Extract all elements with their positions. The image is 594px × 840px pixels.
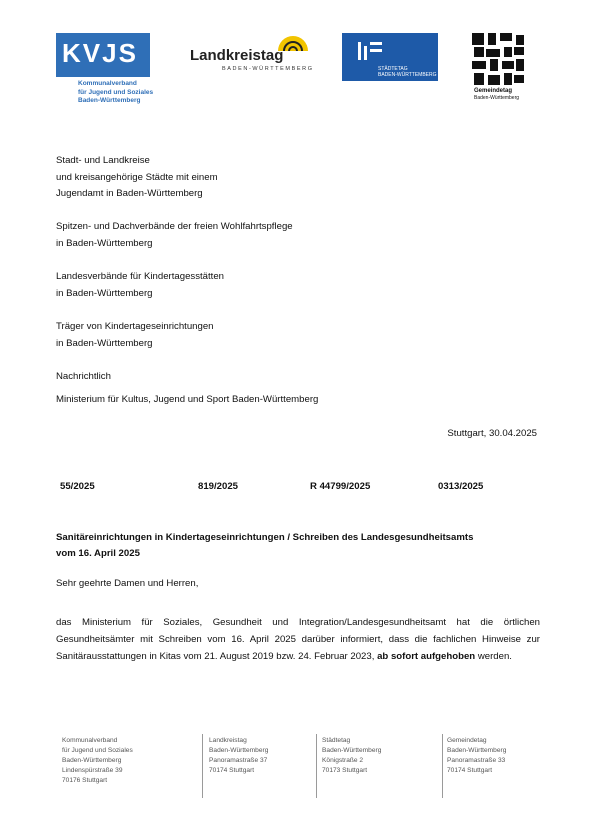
recipient-line: Träger von Kindertageseinrichtungen (56, 321, 214, 332)
staedtetag-mark-icon (356, 40, 386, 62)
footer-line: Landkreistag (209, 737, 247, 744)
recipient-line: Stadt- und Landkreise (56, 155, 150, 166)
footer-line: 70176 Stuttgart (62, 777, 108, 784)
footer-divider (442, 734, 443, 798)
recipient-line: Jugendamt in Baden-Württemberg (56, 188, 203, 199)
letter-date: Stuttgart, 30.04.2025 (447, 428, 537, 439)
cc-label: Nachrichtlich (56, 371, 111, 382)
recipient-line: in Baden-Württemberg (56, 237, 153, 249)
staedtetag-logo-line: STÄDTETAG (378, 66, 408, 72)
footer-line: Baden-Württemberg (447, 747, 507, 754)
staedtetag-logo-line: BADEN-WÜRTTEMBERG (378, 72, 437, 78)
recipient-line: Spitzen- und Dachverbände der freien Wohlfahrtspflege (56, 221, 293, 232)
footer-address-landkreistag (209, 736, 268, 776)
recipient-line: in Baden-Württemberg (56, 287, 153, 299)
footer-line: Baden-Württemberg (62, 757, 122, 764)
footer-address-staedtetag (322, 736, 381, 776)
footer-line: 70174 Stuttgart (447, 767, 493, 774)
footer-line: Gemeindetag (447, 737, 487, 744)
footer-line: für Jugend und Soziales (62, 747, 133, 754)
recipient-block (56, 319, 214, 352)
footer-line: 70174 Stuttgart (209, 767, 255, 774)
kvjs-subtitle-line: Kommunalverband (78, 80, 137, 87)
subject-line: vom 16. April 2025 (56, 548, 140, 559)
recipient-line: in Baden-Württemberg (56, 337, 153, 349)
kvjs-logo-text: KVJS (62, 38, 138, 68)
gemeindetag-logo-line: Gemeindetag (474, 88, 513, 94)
reference-number: 0313/2025 (438, 481, 484, 492)
salutation: Sehr geehrte Damen und Herren, (56, 578, 199, 589)
footer-line: Kommunalverband (62, 737, 118, 744)
footer-line: Panoramastraße 33 (447, 757, 506, 764)
kvjs-subtitle-line: für Jugend und Soziales (78, 88, 154, 96)
gemeindetag-logo-text (474, 88, 519, 102)
gemeindetag-mark-icon (472, 33, 524, 85)
body-emphasis: ab sofort aufgehoben (377, 651, 476, 662)
footer-line: Städtetag (322, 737, 351, 744)
recipient-line: Landesverbände für Kindertagesstätten (56, 271, 225, 282)
footer-line: Lindenspürstraße 39 (62, 767, 123, 774)
footer-divider (202, 734, 203, 798)
landkreistag-logo-subtitle: BADEN-WÜRTTEMBERG (222, 66, 314, 72)
footer-line: 70173 Stuttgart (322, 767, 368, 774)
letter-subject (56, 530, 538, 562)
reference-number: 819/2025 (198, 481, 239, 492)
footer-line: Königstraße 2 (322, 757, 364, 764)
gemeindetag-logo-line: Baden-Württemberg (474, 95, 520, 101)
recipient-block (56, 269, 224, 302)
reference-number: R 44799/2025 (310, 481, 371, 492)
body-text: das Ministerium für Soziales, Gesundheit und Integration/Landesgesundheitsamt hat die örtlichen Gesundheitsämter mit Schreiben vom 16. April 2025 darüber informiert, dass die fachlichen Hinweise zur Sanitärausstattungen in Kitas vom 21. August 2019 bzw. 24. Februar 2023, (56, 617, 540, 662)
footer-address-kvjs (62, 736, 133, 786)
reference-number: 55/2025 (60, 481, 95, 492)
kvjs-subtitle-line: Baden-Württemberg (78, 97, 141, 104)
body-text: werden. (477, 651, 512, 662)
recipient-block (56, 219, 293, 252)
recipient-block (56, 153, 218, 203)
subject-line: Sanitäreinrichtungen in Kindertageseinrichtungen / Schreiben des Landesgesundheitsamts (56, 532, 474, 543)
letter-body (56, 614, 540, 665)
cc-recipient: Ministerium für Kultus, Jugend und Sport Baden-Württemberg (56, 394, 319, 405)
kvjs-logo-subtitle (78, 80, 153, 106)
footer-address-gemeindetag (447, 736, 506, 776)
footer-divider (316, 734, 317, 798)
recipient-line: und kreisangehörige Städte mit einem (56, 171, 218, 183)
footer-line: Baden-Württemberg (322, 747, 382, 754)
footer-line: Panoramastraße 37 (209, 757, 268, 764)
staedtetag-logo-text (378, 66, 437, 78)
footer-line: Baden-Württemberg (209, 747, 269, 754)
landkreistag-logo-text: Landkreistag (190, 47, 284, 64)
